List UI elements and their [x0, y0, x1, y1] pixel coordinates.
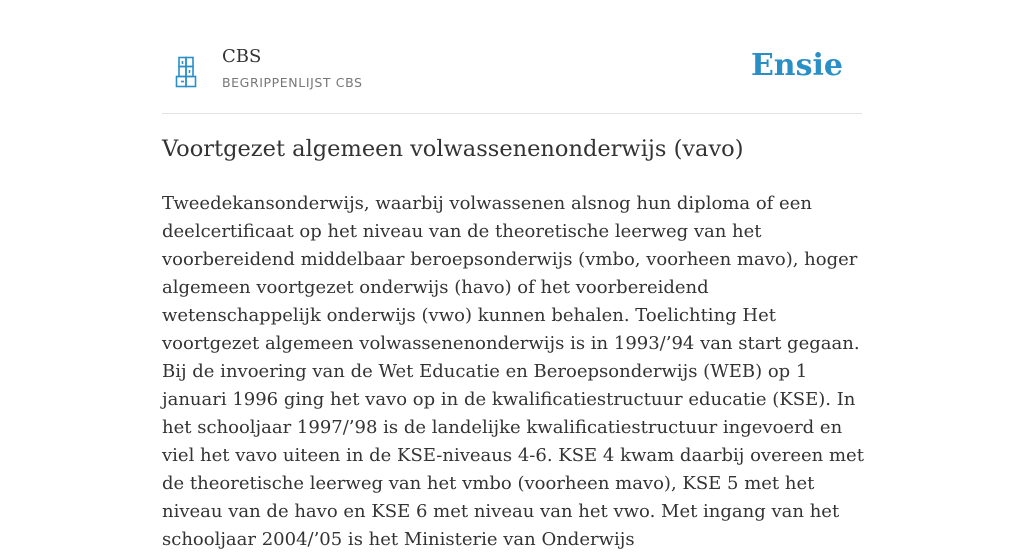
cbs-logo-icon[interactable]	[175, 56, 197, 88]
article-body: Tweedekansonderwijs, waarbij volwassenen alsnog hun diploma of een deelcertificaat op het niveau van de theoretische leerweg van het voorbereidend middelbaar beroepsonderwijs (vmbo, voorheen mavo), hoger algemeen voortgezet onderwijs (havo) of het voorbereidend wetenschappelijk onderwijs (vwo) kunnen behalen. Toelichting Het voortgezet algemeen volwassenenonderwijs is in 1993/’94 van start gegaan. Bij de invoering van de Wet Educatie en Beroepsonderwijs (WEB) op 1 januari 1996 ging het vavo op in de kwalificatiestructuur educatie (KSE). In het schooljaar 1997/’98 is de landelijke kwalificatiestructuur ingevoerd en viel het vavo uiteen in de KSE-niveaus 4-6. KSE 4 kwam daarbij overeen met de theoretische leerweg van het vmbo (voorheen mavo), KSE 5 met het niveau van de havo en KSE 6 met niveau van het vwo. Met ingang van het schooljaar 2004/’05 is het Ministerie van Onderwijs	[162, 193, 864, 550]
ensie-brand-logo[interactable]: Ensie	[750, 48, 843, 83]
glossary-subtitle[interactable]: BEGRIPPENLIJST CBS	[222, 75, 363, 90]
site-header	[162, 30, 862, 114]
article-title: Voortgezet algemeen volwassenenonderwijs (vavo)	[162, 136, 744, 162]
organization-name[interactable]: CBS	[222, 46, 262, 67]
